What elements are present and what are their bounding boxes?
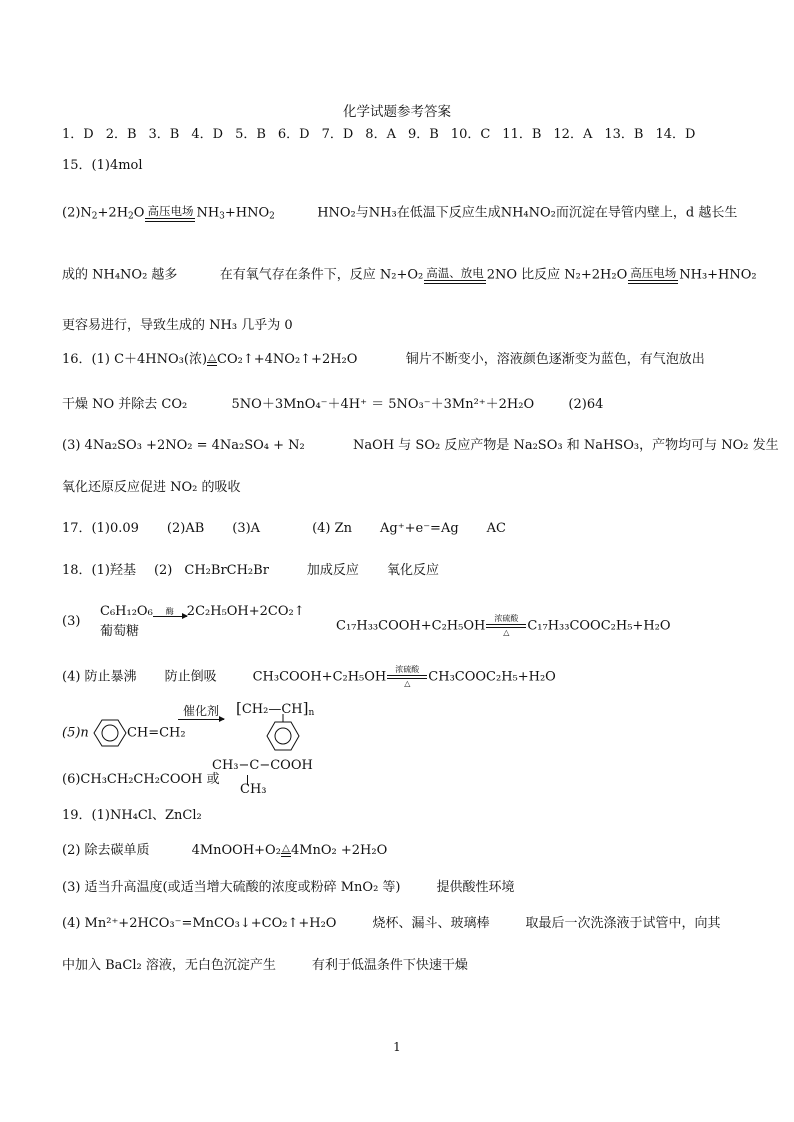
- mcq-answers: [62, 127, 707, 143]
- q19-line4: [62, 916, 721, 932]
- q15-text: 成的 NH₄NO₂ 越多: [62, 267, 178, 283]
- condition-label: 浓硫酸: [395, 665, 420, 674]
- benzene-ring-icon: [93, 718, 127, 748]
- q19-text: 中加入 BaCl₂ 溶液，无白色沉淀产生: [62, 958, 276, 973]
- eq-reactant: CH=CH₂: [126, 725, 186, 741]
- q19-text: (3) 适当升高温度(或适当增大硫酸的浓度或粉碎 MnO₂ 等): [62, 880, 401, 895]
- mcq-answer: 4．D: [191, 127, 224, 142]
- q17-text: (2)AB: [166, 521, 205, 536]
- mcq-answer: 8．A: [365, 127, 396, 142]
- eq-product: +HNO: [224, 205, 270, 221]
- mcq-answer: 6．D: [277, 127, 310, 142]
- mcq-answer: 12．A: [553, 127, 593, 142]
- q15-part2-line2: [62, 266, 757, 284]
- q15-text: 在有氧气存在条件下，反应 N₂+O₂: [219, 267, 424, 283]
- condition-label: 酶: [165, 606, 174, 616]
- delta-label: △: [503, 628, 510, 637]
- q18-text: (5)n: [62, 725, 89, 741]
- q16-line4: 氧化还原反应促进 NO₂ 的吸收: [62, 480, 241, 495]
- q16-line2: [62, 397, 603, 413]
- reaction-arrow: [153, 607, 187, 617]
- mcq-answer: 3．B: [148, 127, 180, 142]
- q19-line2: [62, 843, 387, 859]
- q19-line1: 19．(1)NH₄Cl、ZnCl₂: [62, 808, 202, 823]
- q16-text: NaOH 与 SO₂ 反应产物是 Na₂SO₃ 和 NaHSO₃，产物均可与 NO₂ 发生: [353, 438, 779, 453]
- page-title: 化学试题参考答案: [343, 104, 451, 120]
- heat-symbol: [207, 353, 217, 366]
- q17-text: (4) Zn: [312, 521, 353, 536]
- q19-text: 烧杯、漏斗、玻璃棒: [372, 916, 490, 931]
- eq-reactant: (2)N: [62, 205, 92, 221]
- mcq-answer: 9．B: [407, 127, 439, 142]
- delta-label: △: [404, 679, 411, 688]
- polymer-n: n: [308, 708, 315, 718]
- reaction-condition: [387, 665, 427, 689]
- q18-fermentation-eq: [100, 604, 305, 620]
- heat-symbol: [281, 844, 291, 857]
- q19-text: (2) 除去碳单质: [62, 843, 150, 858]
- delta-label: △: [208, 352, 216, 363]
- q19-eq: (4) Mn²⁺+2HCO₃⁻=MnCO₃↓+CO₂↑+H₂O: [62, 916, 337, 931]
- q16-text: 干燥 NO 并除去 CO₂: [62, 397, 188, 412]
- q18-text: (4) 防止暴沸: [62, 669, 137, 685]
- q16-line3: [62, 438, 779, 454]
- q15-explanation: HNO₂与NH₃在低温下反应生成NH₄NO₂而沉淀在导管内壁上，d 越长生: [317, 205, 738, 221]
- q16-text: (2)64: [568, 397, 604, 412]
- page-number: 1: [393, 1040, 401, 1054]
- q18-text: 加成反应: [306, 563, 359, 578]
- q17-line: [62, 521, 506, 537]
- condition-label: 催化剂: [182, 704, 219, 718]
- q17-text: AC: [486, 521, 506, 536]
- mcq-answer: 5．B: [235, 127, 266, 142]
- reaction-condition: [628, 266, 678, 284]
- q19-text: 提供酸性环境: [436, 880, 515, 895]
- condition-label: 高压电场: [147, 204, 194, 218]
- mcq-answer: 13．B: [604, 127, 644, 142]
- eq-product: CH₂—CH: [241, 702, 303, 717]
- eq-reactant: C₆H₁₂O₆: [100, 604, 153, 619]
- branch-methyl: CH₃: [240, 782, 267, 797]
- q15-part1: 15．(1)4mol: [62, 158, 143, 173]
- q16-eq: 16．(1) C＋4HNO₃(浓): [62, 352, 208, 367]
- q18-text: 氧化反应: [386, 563, 439, 578]
- condition-label: 高温、放电: [426, 266, 484, 280]
- mcq-answer: 1．D: [62, 127, 94, 142]
- eq-reactant: CH₃COOH+C₂H₅OH: [252, 669, 387, 685]
- q18-line6: [62, 772, 220, 788]
- reaction-condition: [145, 204, 195, 222]
- polymer-benzene-icon: [256, 712, 306, 752]
- eq-product: 2C₂H₅OH+2CO₂↑: [186, 604, 305, 619]
- q16-text: 铜片不断变小，溶液颜色逐渐变为蓝色，有气泡放出: [405, 352, 705, 367]
- eq-reactant: O: [133, 205, 145, 221]
- reaction-arrow: [178, 704, 224, 720]
- q18-line4: [62, 665, 556, 689]
- polymer-chain: $[CH_2—CH]_n$: [236, 699, 315, 718]
- q15-text: 2NO 比反应 N₂+2H₂O: [486, 267, 628, 283]
- mcq-answer: 7．D: [321, 127, 354, 142]
- q18-text: (6)CH₃CH₂CH₂COOH 或: [62, 772, 220, 787]
- delta-label: △: [282, 843, 290, 854]
- mcq-answer: 11．B: [502, 127, 542, 142]
- eq-reactant: +2H: [97, 205, 129, 221]
- q17-text: Ag⁺+e⁻=Ag: [380, 521, 459, 536]
- q16-line1: [62, 352, 705, 368]
- q17-text: 17．(1)0.09: [62, 521, 139, 536]
- q19-text: 取最后一次洗涤液于试管中，向其: [525, 916, 721, 931]
- eq-product: C₁₇H₃₃COOC₂H₅+H₂O: [527, 618, 671, 634]
- condition-label: 高压电场: [630, 266, 677, 280]
- eq-reactant: 4MnOOH+O₂: [191, 843, 281, 858]
- q16-eq: (3) 4Na₂SO₃ +2NO₂ = 4Na₂SO₄ + N₂: [62, 438, 305, 453]
- mcq-answer: 2．B: [105, 127, 137, 142]
- q19-text: 有利于低温条件下快速干燥: [311, 958, 468, 973]
- q15-part2-line3: 更容易进行，导致生成的 NH₃ 几乎为 0: [62, 318, 293, 333]
- q18-line1: [62, 563, 439, 579]
- mcq-answer: 10．C: [450, 127, 491, 142]
- q18-esterification-eq1: [336, 614, 671, 638]
- q18-polymerization: [62, 718, 186, 748]
- q19-line3: [62, 880, 515, 896]
- q19-line5: [62, 958, 468, 974]
- condition-label: 浓硫酸: [494, 614, 519, 623]
- eq-product: CH₃COOC₂H₅+H₂O: [428, 669, 556, 685]
- eq-product: 4MnO₂ +2H₂O: [290, 843, 388, 858]
- q18-text: 18．(1)羟基: [62, 563, 136, 578]
- eq-reactant: C₁₇H₃₃COOH+C₂H₅OH: [336, 618, 486, 634]
- branched-acid: CH₃−C−COOH: [212, 758, 313, 773]
- q18-text: 防止倒吸: [164, 669, 217, 685]
- q18-text: CH₂BrCH₂Br: [184, 563, 269, 578]
- reaction-condition: [424, 266, 486, 284]
- polymer-arrow: [178, 704, 224, 721]
- q15-part2-line1: $(2)N_2+2H_2O$ 高压电场 $NH_3+HNO_2$ HNO₂与NH₃在低温下反应生成NH₄NO₂而沉淀在导管内壁上，d 越长生: [62, 204, 738, 222]
- q15-text: NH₃+HNO₂: [679, 267, 757, 283]
- q18-label-3: (3): [62, 614, 81, 629]
- q16-eq: CO₂↑+4NO₂↑+2H₂O: [217, 352, 358, 367]
- q18-text: (2): [153, 563, 173, 578]
- reaction-condition: [486, 614, 526, 638]
- glucose-name: 葡萄糖: [100, 624, 140, 639]
- q16-eq: 5NO＋3MnO₄⁻＋4H⁺ ＝ 5NO₃⁻＋3Mn²⁺＋2H₂O: [231, 397, 535, 412]
- mcq-answer: 14．D: [655, 127, 696, 142]
- eq-product: NH: [196, 205, 220, 221]
- q17-text: (3)A: [232, 521, 261, 536]
